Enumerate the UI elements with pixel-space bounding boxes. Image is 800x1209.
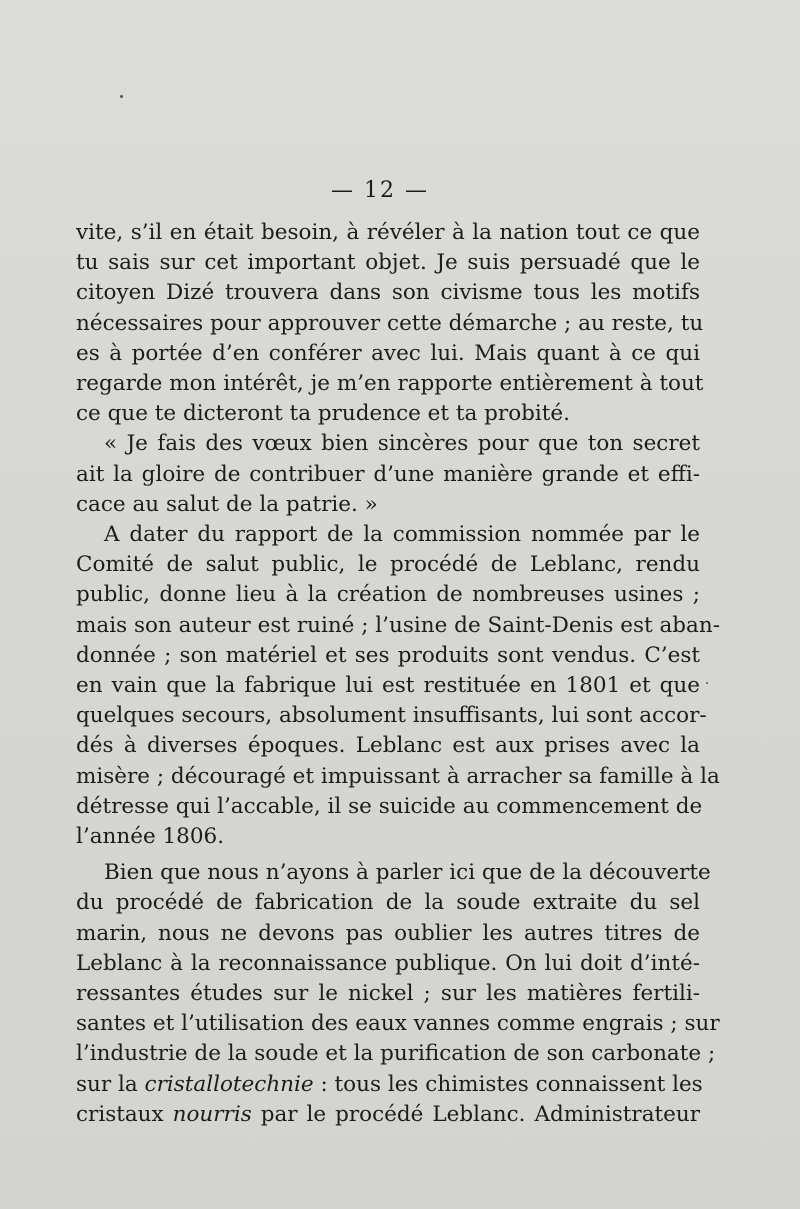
text-line: tu sais sur cet important objet. Je suis persuadé que le xyxy=(76,250,700,276)
paragraph-letter-end xyxy=(76,218,704,429)
text-line: A dater du rapport de la commission nommée par le xyxy=(104,522,700,548)
text-line: misère ; découragé et impuissant à arracher sa famille à la xyxy=(76,763,720,789)
paragraph-quote xyxy=(76,429,700,520)
text-line: l’industrie de la soude et la purification de son carbonate ; xyxy=(76,1041,716,1067)
text-segment: : tous les chimistes connaissent les xyxy=(313,1071,703,1097)
paragraph-other-titles xyxy=(76,858,720,1130)
text-line: ce que te dicteront ta prudence et ta probité. xyxy=(76,401,570,427)
text-line: « Je fais des vœux bien sincères pour que ton secret xyxy=(104,431,700,457)
text-line-with-italic xyxy=(76,1100,700,1130)
text-line: cace au salut de la patrie. » xyxy=(76,491,378,517)
text-line: vite, s’il en était besoin, à révéler à la nation tout ce que xyxy=(76,220,700,245)
text-segment: cristaux xyxy=(76,1101,173,1127)
italic-term: nourris xyxy=(172,1101,252,1127)
paragraph-leblanc-ruin xyxy=(76,520,720,852)
text-line-with-italic xyxy=(76,1070,703,1100)
text-line: du procédé de fabrication de la soude extraite du sel xyxy=(76,890,700,916)
text-line: donnée ; son matériel et ses produits sont vendus. C’est xyxy=(76,642,700,668)
text-segment: sur la xyxy=(76,1071,145,1097)
text-line: l’année 1806. xyxy=(76,824,225,850)
text-line: santes et l’utilisation des eaux vannes comme engrais ; sur xyxy=(76,1011,720,1037)
paper-speck xyxy=(120,95,123,98)
paper-speck xyxy=(706,682,708,684)
text-line: dés à diverses époques. Leblanc est aux prises avec la xyxy=(76,733,700,759)
italic-term: cristallotechnie xyxy=(144,1071,314,1097)
text-line: ressantes études sur le nickel ; sur les matières fertili- xyxy=(76,981,700,1007)
text-line: détresse qui l’accable, il se suicide au commencement de xyxy=(76,793,703,819)
text-line: quelques secours, absolument insuffisants, lui sont accor- xyxy=(76,703,707,729)
text-line: en vain que la fabrique lui est restituée en 1801 et que xyxy=(76,673,700,699)
text-line: public, donne lieu à la création de nombreuses usines ; xyxy=(76,582,700,608)
text-line: Bien que nous n’ayons à parler ici que de la découverte xyxy=(104,860,711,886)
text-line: nécessaires pour approuver cette démarche ; au reste, tu xyxy=(76,310,704,336)
text-segment: par le procédé Leblanc. Administrateur xyxy=(251,1101,700,1127)
text-line: ait la gloire de contribuer d’une manière grande et effi- xyxy=(76,461,700,487)
text-line: marin, nous ne devons pas oublier les autres titres de xyxy=(76,920,700,946)
page-number: — 12 — xyxy=(331,178,429,203)
text-line: citoyen Dizé trouvera dans son civisme tous les motifs xyxy=(76,280,700,306)
text-line: es à portée d’en conférer avec lui. Mais quant à ce qui xyxy=(76,340,700,366)
text-line: mais son auteur est ruiné ; l’usine de Saint-Denis est aban- xyxy=(76,612,720,638)
text-line: regarde mon intérêt, je m’en rapporte entièrement à tout xyxy=(76,371,704,397)
text-line: Leblanc à la reconnaissance publique. On lui doit d’inté- xyxy=(76,950,700,976)
text-line: Comité de salut public, le procédé de Leblanc, rendu xyxy=(76,552,700,578)
body-text xyxy=(76,218,720,1130)
